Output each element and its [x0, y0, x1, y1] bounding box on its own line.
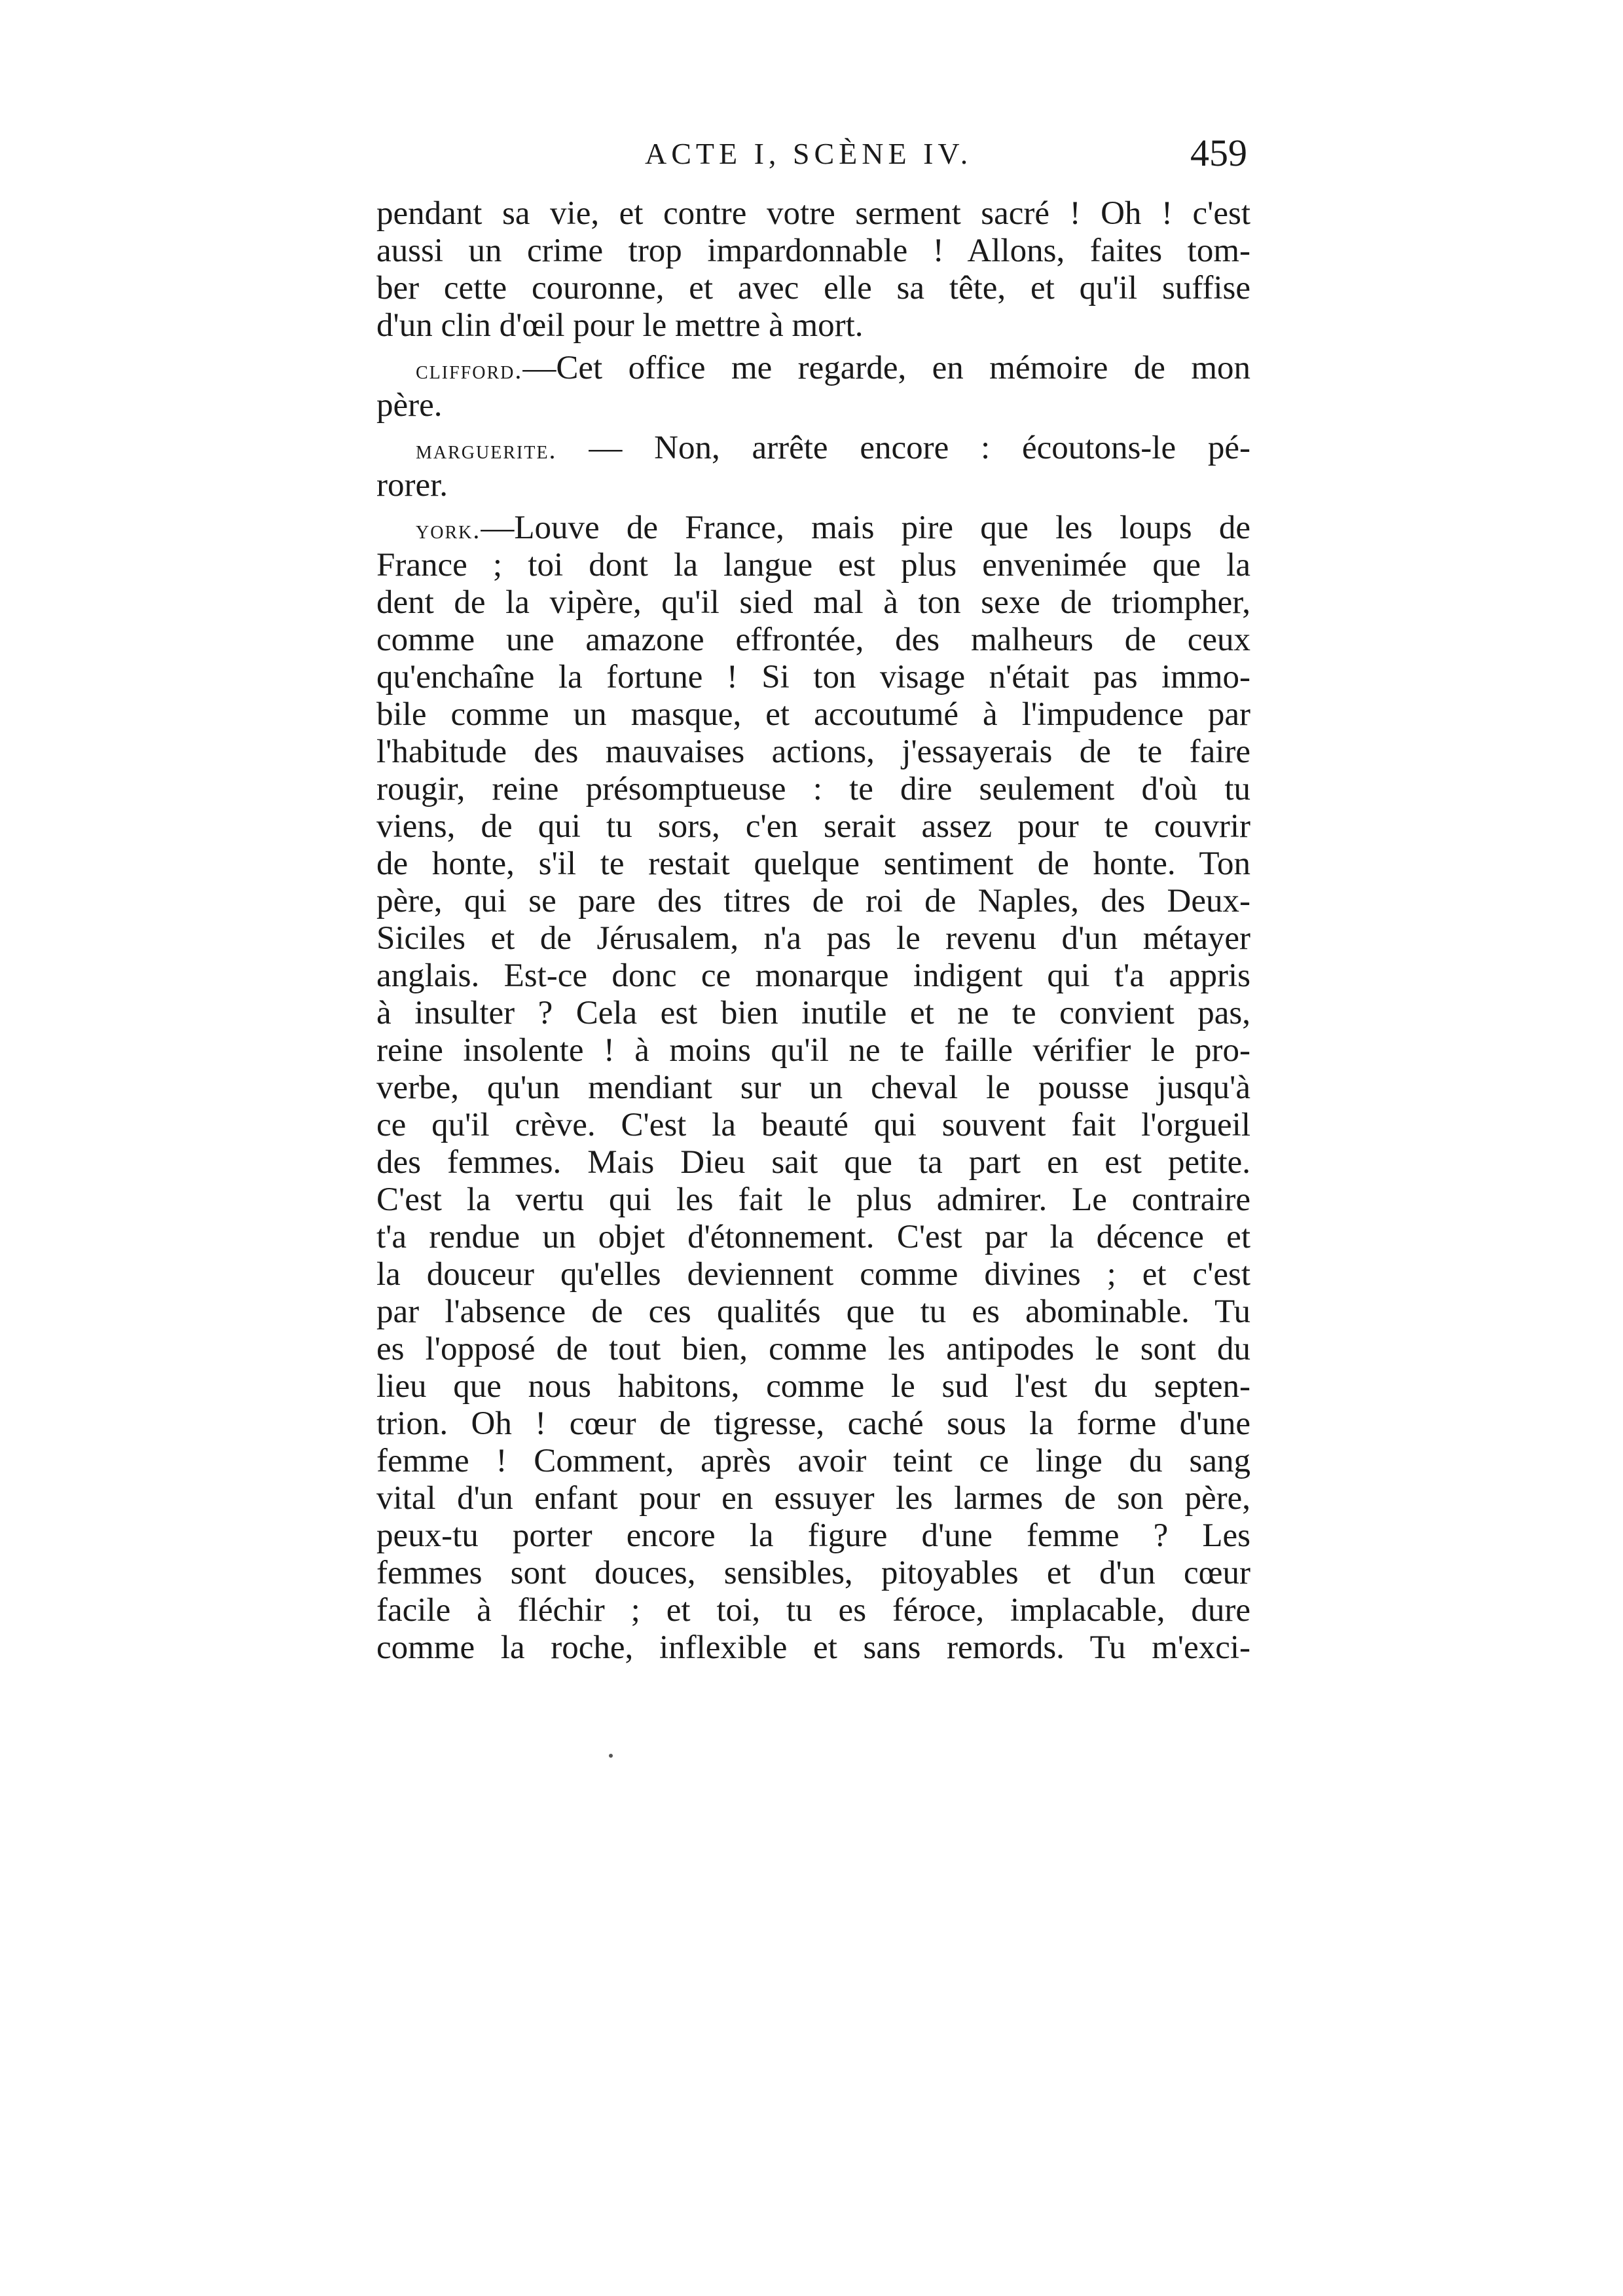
paragraph-continuation — [376, 195, 1250, 344]
text-line: rougir, reine présomptueuse : te dire seulement d'où tu — [376, 771, 1250, 807]
text-line: par l'absence de ces qualités que tu es abominable. Tu — [376, 1293, 1250, 1330]
text-line — [376, 430, 1250, 467]
text-line: lieu que nous habitons, comme le sud l'est du septen- — [376, 1368, 1250, 1405]
text-line: bile comme un masque, et accoutumé à l'impudence par — [376, 696, 1250, 733]
text-line: vital d'un enfant pour en essuyer les larmes de son père, — [376, 1480, 1250, 1517]
text-line: de honte, s'il te restait quelque sentiment de honte. Ton — [376, 845, 1250, 882]
text-line: père. — [376, 387, 443, 424]
speaker-name: york. — [416, 515, 481, 544]
text-line: aussi un crime trop impardonnable ! Allons, faites tom- — [376, 232, 1250, 269]
text-line: anglais. Est-ce donc ce monarque indigent qui t'a appris — [376, 957, 1250, 994]
text-line: à insulter ? Cela est bien inutile et ne te convient pas, — [376, 995, 1250, 1031]
text-line: rorer. — [376, 467, 448, 504]
speech-text: —Louve de France, mais pire que les loups de — [481, 509, 1250, 546]
speech-text: —Cet office me regarde, en mémoire de mon — [522, 350, 1250, 386]
text-line: femmes sont douces, sensibles, pitoyables et d'un cœur — [376, 1555, 1250, 1591]
paragraph-marguerite — [376, 430, 1250, 504]
text-line: pendant sa vie, et contre votre serment sacré ! Oh ! c'est — [376, 195, 1250, 232]
text-line: qu'enchaîne la fortune ! Si ton visage n'était pas immo- — [376, 659, 1250, 695]
text-line: l'habitude des mauvaises actions, j'essayerais de te faire — [376, 733, 1250, 770]
text-line: t'a rendue un objet d'étonnement. C'est par la décence et — [376, 1219, 1250, 1255]
print-speck — [609, 1754, 613, 1758]
text-line: verbe, qu'un mendiant sur un cheval le pousse jusqu'à — [376, 1069, 1250, 1106]
body-text — [376, 195, 1250, 1667]
text-line: comme la roche, inflexible et sans remords. Tu m'exci- — [376, 1629, 1250, 1666]
text-line: C'est la vertu qui les fait le plus admirer. Le contraire — [376, 1181, 1250, 1218]
text-line — [376, 509, 1250, 547]
text-line: comme une amazone effrontée, des malheurs de ceux — [376, 621, 1250, 658]
text-line: peux-tu porter encore la figure d'une femme ? Les — [376, 1517, 1250, 1554]
text-line: France ; toi dont la langue est plus envenimée que la — [376, 547, 1250, 583]
running-title: ACTE I, SCÈNE IV. — [645, 137, 973, 170]
speaker-name: clifford. — [416, 355, 523, 384]
text-line: la douceur qu'elles deviennent comme divines ; et c'est — [376, 1256, 1250, 1293]
speaker-name: marguerite. — [416, 435, 557, 464]
text-line — [376, 350, 1250, 387]
text-line: reine insolente ! à moins qu'il ne te faille vérifier le pro- — [376, 1032, 1250, 1069]
text-line: facile à fléchir ; et toi, tu es féroce, implacable, dure — [376, 1592, 1250, 1629]
text-line: père, qui se pare des titres de roi de Naples, des Deux- — [376, 883, 1250, 919]
text-line: d'un clin d'œil pour le mettre à mort. — [376, 307, 864, 344]
text-line: femme ! Comment, après avoir teint ce linge du sang — [376, 1443, 1250, 1479]
page-number: 459 — [1190, 132, 1247, 174]
text-line: ber cette couronne, et avec elle sa tête, et qu'il suffise — [376, 270, 1250, 306]
running-head — [376, 131, 1250, 177]
text-line: Siciles et de Jérusalem, n'a pas le revenu d'un métayer — [376, 920, 1250, 957]
text-line: des femmes. Mais Dieu sait que ta part en est petite. — [376, 1144, 1250, 1181]
paragraph-york — [376, 509, 1250, 1667]
paragraph-clifford — [376, 350, 1250, 424]
text-line: trion. Oh ! cœur de tigresse, caché sous la forme d'une — [376, 1405, 1250, 1442]
text-line: ce qu'il crève. C'est la beauté qui souvent fait l'orgueil — [376, 1107, 1250, 1143]
text-line: es l'opposé de tout bien, comme les antipodes le sont du — [376, 1331, 1250, 1367]
text-line: viens, de qui tu sors, c'en serait assez pour te couvrir — [376, 808, 1250, 845]
text-line: dent de la vipère, qu'il sied mal à ton sexe de triompher, — [376, 584, 1250, 621]
speech-text: — Non, arrête encore : écoutons-le pé- — [556, 430, 1250, 466]
